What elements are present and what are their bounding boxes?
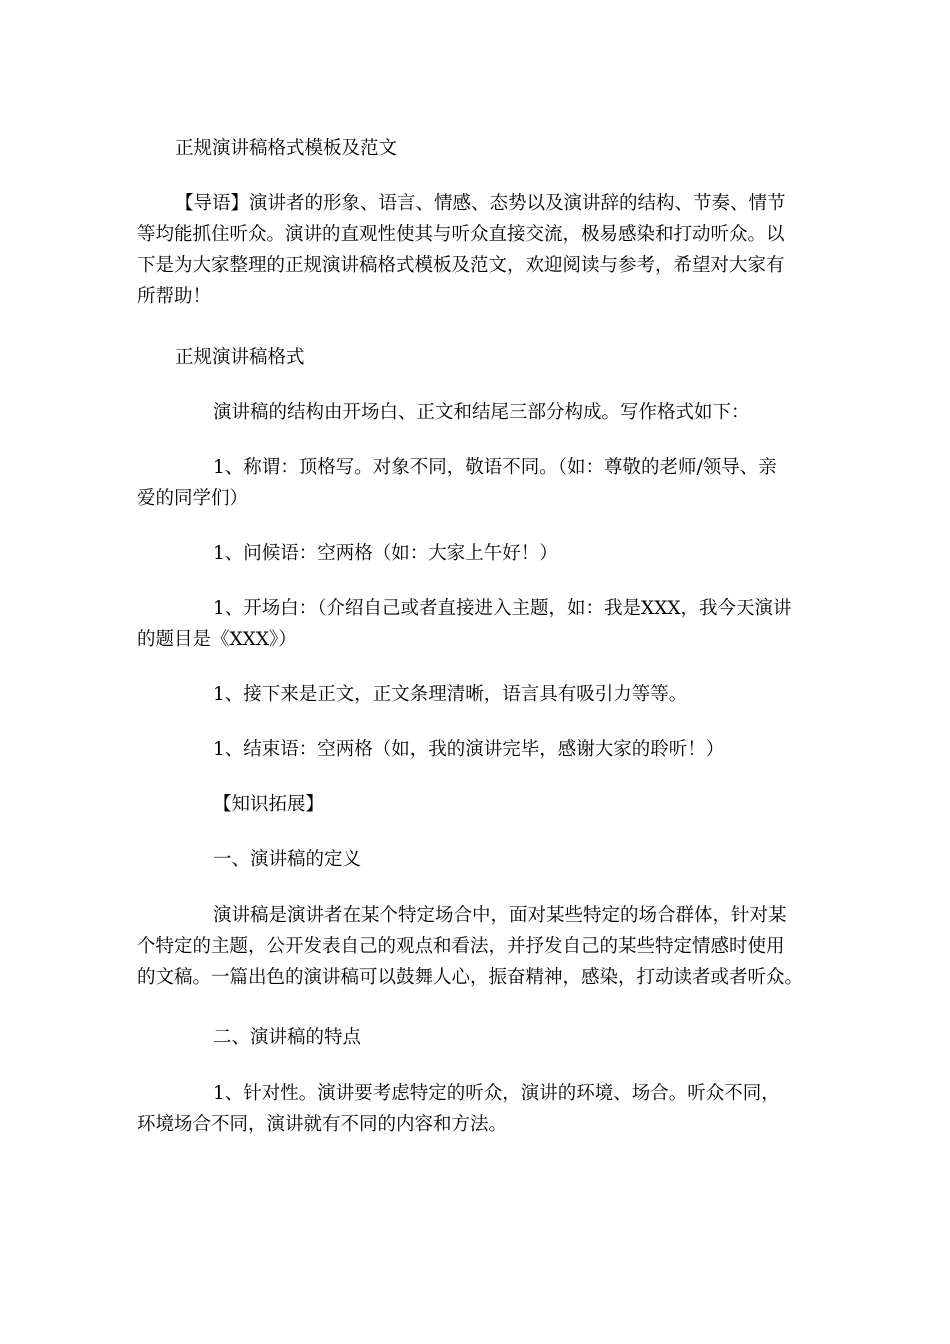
greeting-line: 1、问候语：空两格（如：大家上午好！） xyxy=(213,543,558,564)
definition-line-1: 演讲稿是演讲者在某个特定场合中，面对某些特定的场合群体，针对某 xyxy=(213,905,787,926)
body-line: 1、接下来是正文，正文条理清晰，语言具有吸引力等等。 xyxy=(213,684,688,705)
format-heading: 正规演讲稿格式 xyxy=(175,347,305,368)
intro-line-4: 所帮助！ xyxy=(137,286,212,307)
definition-line-2: 个特定的主题，公开发表自己的观点和看法，并抒发自己的某些特定情感时使用 xyxy=(137,936,785,957)
definition-line-3: 的文稿。一篇出色的演讲稿可以鼓舞人心，振奋精神，感染，打动读者或者听众。 xyxy=(137,967,804,988)
opening-line-1: 1、开场白：（介绍自己或者直接进入主题，如：我是XXX，我今天演讲 xyxy=(213,598,792,619)
features-heading: 二、演讲稿的特点 xyxy=(213,1027,362,1048)
intro-line-1: 【导语】演讲者的形象、语言、情感、态势以及演讲辞的结构、节奏、情节 xyxy=(175,193,786,214)
intro-line-3: 下是为大家整理的正规演讲稿格式模板及范文，欢迎阅读与参考，希望对大家有 xyxy=(137,255,785,276)
salutation-line-2: 爱的同学们） xyxy=(137,488,249,509)
document-title: 正规演讲稿格式模板及范文 xyxy=(175,138,398,159)
structure-line: 演讲稿的结构由开场白、正文和结尾三部分构成。写作格式如下： xyxy=(213,402,750,423)
definition-heading: 一、演讲稿的定义 xyxy=(213,849,362,870)
feature-line-2: 环境场合不同，演讲就有不同的内容和方法。 xyxy=(137,1114,508,1135)
opening-line-2: 的题目是《XXX》） xyxy=(137,629,297,650)
closing-line: 1、结束语：空两格（如，我的演讲完毕，感谢大家的聆听！） xyxy=(213,739,725,760)
knowledge-heading: 【知识拓展】 xyxy=(213,794,325,815)
feature-line-1: 1、针对性。演讲要考虑特定的听众，演讲的环境、场合。听众不同， xyxy=(213,1083,780,1104)
intro-line-2: 等均能抓住听众。演讲的直观性使其与听众直接交流，极易感染和打动听众。以 xyxy=(137,224,785,245)
salutation-line-1: 1、称谓：顶格写。对象不同，敬语不同。（如：尊敬的老师/领导、亲 xyxy=(213,457,777,478)
